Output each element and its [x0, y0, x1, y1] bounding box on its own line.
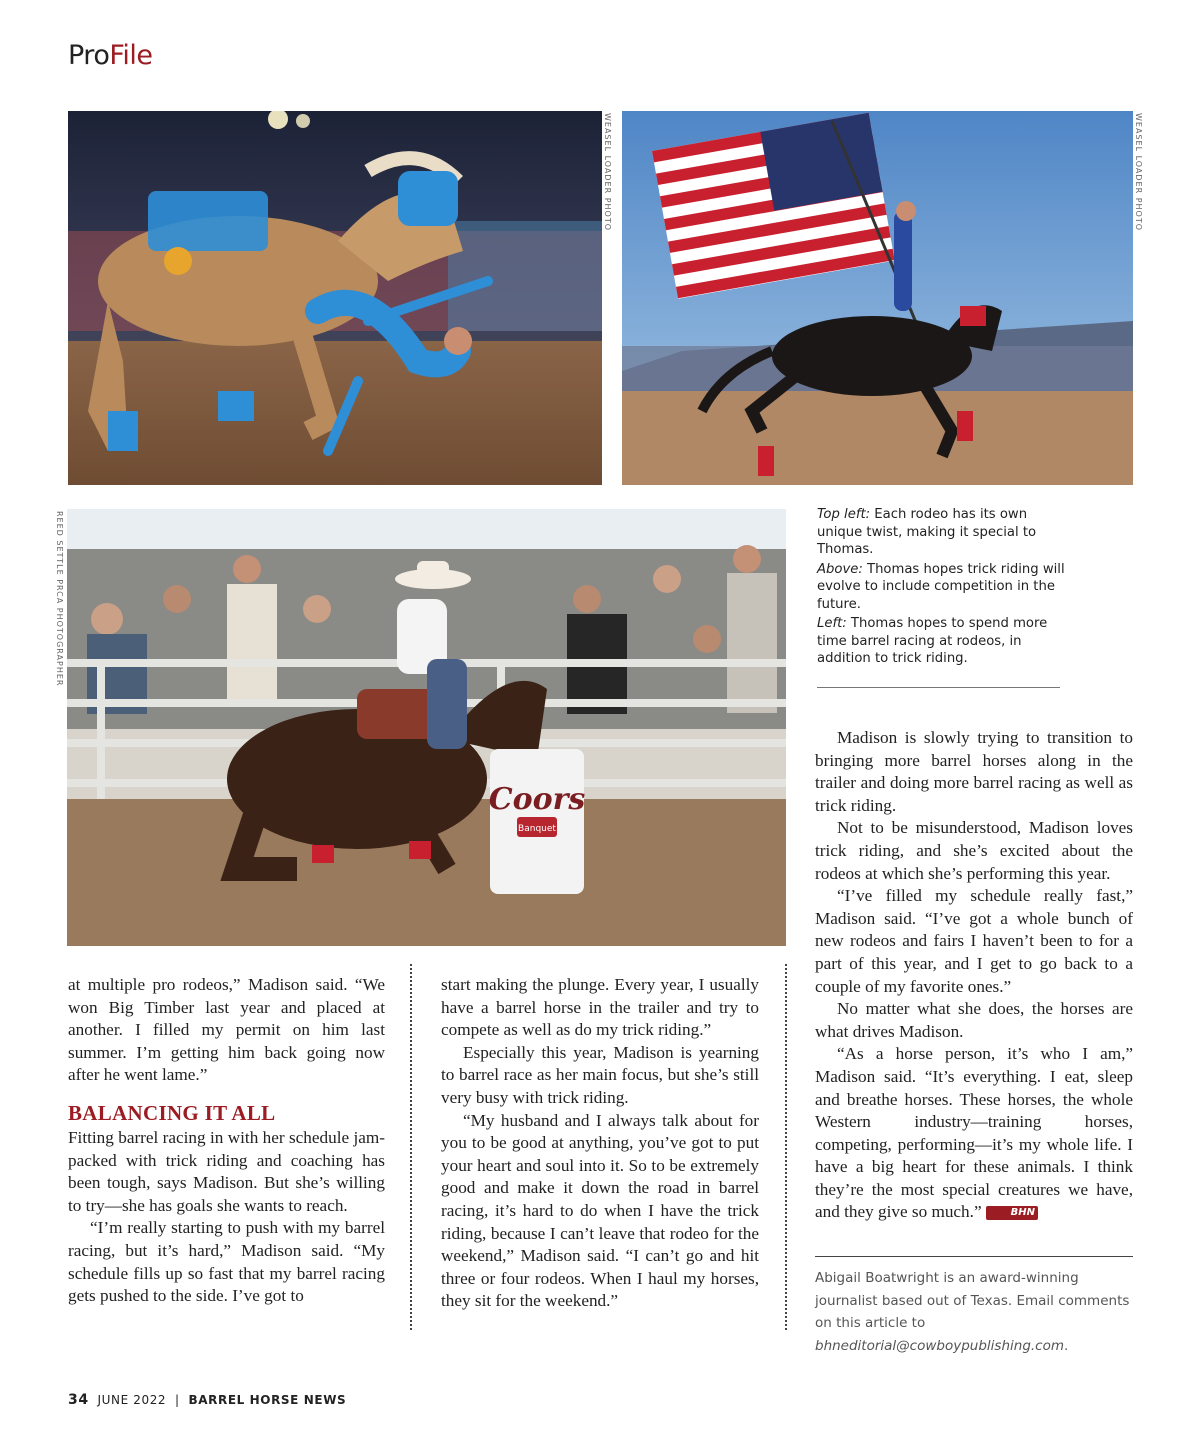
bio-email[interactable]: bhneditorial@cowboypublishing.com: [815, 1337, 1065, 1354]
paragraph: Fitting barrel racing in with her schedule jam-packed with trick riding and coaching has been tough, says Madison. But she’s willing to try—she has goals she wants to reach.: [68, 1127, 385, 1215]
trick-rider-blue-illustration: [68, 111, 602, 485]
caption-text: Each rodeo has its own unique twist, making it special to Thomas.: [817, 507, 1037, 557]
issue-date: JUNE 2022: [97, 1393, 167, 1407]
section-heading: BALANCING IT ALL: [68, 1100, 276, 1125]
caption-left: [817, 615, 1067, 668]
caption-text: Thomas hopes to spend more time barrel racing at rodeos, in addition to trick riding.: [817, 616, 1048, 666]
photo-captions: [817, 506, 1067, 670]
section-header: [68, 40, 153, 71]
paragraph: [815, 1043, 1133, 1224]
caption-divider: [817, 687, 1060, 688]
caption-lead: Left:: [817, 616, 847, 631]
photo-credit-2: WEASEL LOADER PHOTO: [1134, 113, 1143, 232]
header-file: File: [109, 40, 153, 71]
caption-lead: Top left:: [817, 507, 871, 522]
caption-text: Thomas hopes trick riding will evolve to include competition in the future.: [817, 561, 1065, 612]
magazine-name: BARREL HORSE NEWS: [188, 1393, 347, 1407]
bio-divider: [815, 1256, 1133, 1257]
column-divider-1: [410, 964, 412, 1330]
flag-rider-illustration: [622, 111, 1133, 485]
paragraph-text: “As a horse person, it’s who I am,” Madison said. “It’s everything. I eat, sleep and breathe horses. These horses, the whole Western industry—training horses, competing, performing—it’s my whole life. I have a big heart for these animals. I think they’re the most special creatures we have, and they give so much.”: [815, 1044, 1133, 1222]
barrel-racer-illustration: [67, 509, 786, 946]
footer-separator: |: [175, 1393, 180, 1407]
photo-credit-3: REED SETTLE PRCA PHOTOGRAPHER: [55, 511, 64, 687]
paragraph: at multiple pro rodeos,” Madison said. “We won Big Timber last year and placed at another. I filled my permit on him last summer. I’m getting him back going now after he went lame.”: [68, 975, 385, 1085]
photo-barrel-racer: [67, 509, 786, 946]
paragraph: start making the plunge. Every year, I usually have a barrel horse in the trailer and try to compete as well as do my trick riding.”: [441, 975, 759, 1040]
photo-flag-rider: [622, 111, 1133, 485]
paragraph: “I’ve filled my schedule really fast,” Madison said. “I’ve got a whole bunch of new rodeos and fairs I haven’t been to for a part of this year, and I get to go back to a couple of my favorite ones.”: [815, 886, 1133, 996]
paragraph: Madison is slowly trying to transition to bringing more barrel horses along in the trailer and doing more barrel racing as well as trick riding.: [815, 728, 1133, 815]
header-pro: Pro: [68, 40, 110, 71]
bio-end: .: [1064, 1337, 1069, 1354]
end-mark-logo: BHN: [986, 1206, 1038, 1220]
article-column-2: [441, 974, 759, 1313]
bio-text: Abigail Boatwright is an award-winning journalist based out of Texas. Email comments on this article to: [815, 1270, 1130, 1331]
paragraph: Not to be misunderstood, Madison loves trick riding, and she’s excited about the rodeos at which she’s performing this year.: [815, 818, 1133, 883]
caption-top-left: [817, 506, 1067, 559]
photo-trick-rider-blue: [68, 111, 602, 485]
paragraph: “I’m really starting to push with my barrel racing, but it’s hard,” Madison said. “My schedule fills up so fast that my barrel racing gets pushed to the side. I’ve got to: [68, 1218, 385, 1306]
caption-above: [817, 561, 1067, 614]
author-bio: [815, 1267, 1133, 1357]
article-column-1: [68, 974, 385, 1308]
paragraph: “My husband and I always talk about for you to be good at anything, you’ve got to put your heart and soul into it. So to be extremely good and make it down the road in barrel racing, it’s hard to do when I have the trick riding, because I can’t leave that rodeo for the weekend,” Madison said. “I can’t go and hit three or four rodeos. When I haul my horses, they sit for the weekend.”: [441, 1110, 759, 1311]
article-column-3: [815, 727, 1133, 1224]
caption-lead: Above:: [817, 561, 863, 577]
page-footer: [68, 1392, 346, 1408]
paragraph: Especially this year, Madison is yearning to barrel race as her main focus, but she’s still very busy with trick riding.: [441, 1042, 759, 1107]
barrel-brand: Coors: [488, 782, 586, 817]
column-divider-2: [785, 964, 787, 1330]
barrel-sub: Banquet: [518, 824, 556, 834]
photo-credit-1: WEASEL LOADER PHOTO: [603, 113, 612, 232]
paragraph: No matter what she does, the horses are what drives Madison.: [815, 999, 1133, 1041]
page-number: 34: [68, 1392, 89, 1408]
